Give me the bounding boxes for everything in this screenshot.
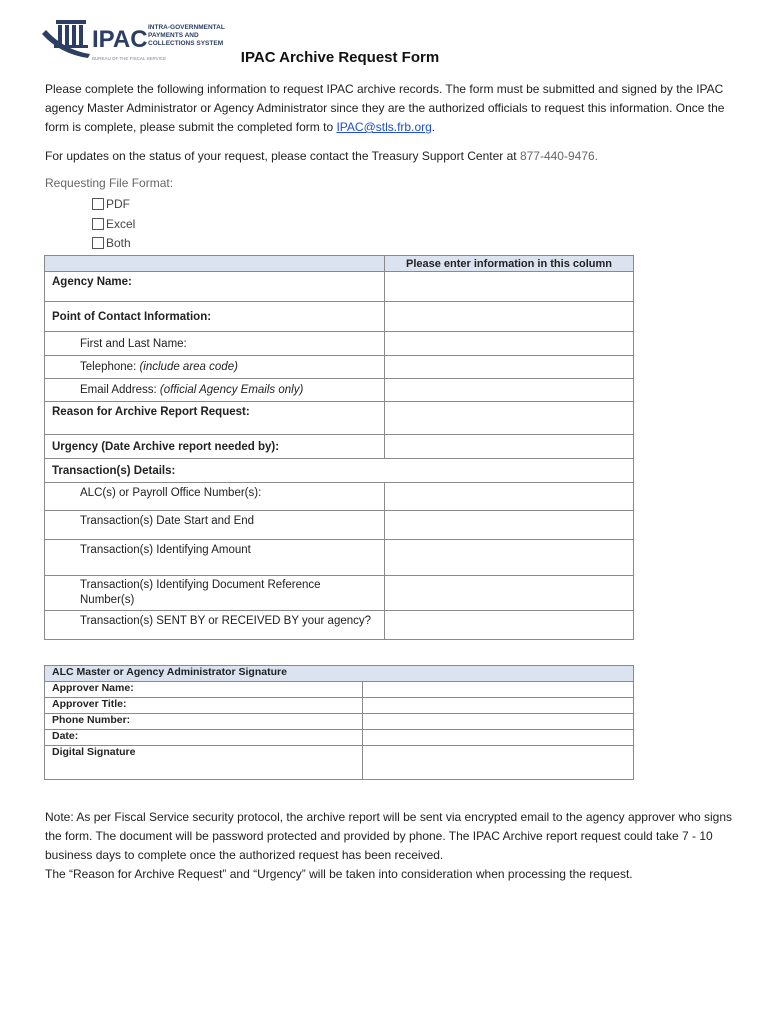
amount-input[interactable] (385, 540, 634, 576)
digital-signature-label: Digital Signature (45, 746, 363, 780)
form-title: IPAC Archive Request Form (240, 49, 440, 66)
pdf-checkbox[interactable] (92, 198, 104, 210)
table-row (45, 435, 634, 459)
signature-header: ALC Master or Agency Administrator Signature (45, 666, 634, 682)
alc-label: ALC(s) or Payroll Office Number(s): (45, 483, 385, 511)
urgency-label: Urgency (Date Archive report needed by): (45, 435, 385, 459)
telephone-label (45, 356, 385, 379)
poc-input[interactable] (385, 302, 634, 332)
digital-signature-field[interactable] (363, 746, 634, 780)
telephone-text: Telephone: (80, 361, 140, 373)
poc-label: Point of Contact Information: (45, 302, 385, 332)
reason-input[interactable] (385, 402, 634, 435)
email-note: (official Agency Emails only) (159, 384, 304, 396)
approver-name-label: Approver Name: (45, 682, 363, 698)
approver-name-input[interactable] (363, 682, 634, 698)
date-label: Date: (45, 730, 363, 746)
email-input[interactable] (385, 379, 634, 402)
date-range-input[interactable] (385, 511, 634, 540)
updates-text: For updates on the status of your request, please contact the Treasury Support Center at (45, 149, 520, 163)
approver-title-label: Approver Title: (45, 698, 363, 714)
option-both[interactable] (92, 236, 131, 250)
table-row (45, 332, 634, 356)
support-phone: 877-440-9476. (519, 149, 599, 163)
phone-number-label: Phone Number: (45, 714, 363, 730)
table-row (45, 272, 634, 302)
table-row (45, 511, 634, 540)
table-row (45, 540, 634, 576)
table-row (45, 682, 634, 698)
updates-paragraph (45, 147, 725, 166)
sent-received-label: Transaction(s) SENT BY or RECEIVED BY your agency? (45, 611, 385, 640)
table-row (45, 730, 634, 746)
table-row (45, 459, 634, 483)
telephone-note: (include area code) (139, 361, 238, 373)
sent-received-input[interactable] (385, 611, 634, 640)
table-row (45, 698, 634, 714)
amount-label: Transaction(s) Identifying Amount (45, 540, 385, 576)
logo-line2: PAYMENTS AND (148, 32, 199, 39)
option-excel[interactable] (92, 217, 135, 231)
note-line2: The “Reason for Archive Request” and “Urgency” will be taken into consideration when processing the request. (45, 867, 633, 881)
table-row (45, 576, 634, 611)
reason-label: Reason for Archive Report Request: (45, 402, 385, 435)
excel-label: Excel (106, 217, 136, 231)
intro-paragraph (45, 80, 725, 137)
table-row (45, 746, 634, 780)
alc-input[interactable] (385, 483, 634, 511)
logo-acronym: IPAC (92, 26, 148, 53)
telephone-input[interactable] (385, 356, 634, 379)
logo-line1: INTRA-GOVERNMENTAL (148, 24, 225, 31)
option-pdf[interactable] (92, 197, 130, 211)
intro-text: Please complete the following information to request IPAC archive records. The form must be submitted and signed by the IPAC agency Master Administrator or Agency Administrator since they are the authorized officials to request this information. Once the form is complete, please submit the completed form to (45, 82, 725, 134)
submit-email-link[interactable]: IPAC@stls.frb.org (336, 120, 432, 134)
first-last-name-input[interactable] (385, 332, 634, 356)
transactions-label: Transaction(s) Details: (45, 459, 634, 483)
note-paragraph (45, 808, 735, 884)
date-input[interactable] (363, 730, 634, 746)
approver-title-input[interactable] (363, 698, 634, 714)
info-column-header: Please enter information in this column (385, 256, 634, 272)
table-row (45, 379, 634, 402)
signature-table (44, 665, 634, 780)
request-info-table (44, 255, 634, 640)
doc-ref-label: Transaction(s) Identifying Document Reference Number(s) (45, 576, 385, 611)
email-text: Email Address: (80, 384, 160, 396)
table-row (45, 611, 634, 640)
table-row (45, 356, 634, 379)
excel-checkbox[interactable] (92, 218, 104, 230)
info-table-header (45, 256, 634, 272)
pdf-label: PDF (106, 197, 130, 211)
logo-tagline: BUREAU OF THE FISCAL SERVICE (92, 56, 167, 61)
header-blank (45, 256, 385, 272)
both-checkbox[interactable] (92, 237, 104, 249)
table-row (45, 483, 634, 511)
doc-ref-input[interactable] (385, 576, 634, 611)
urgency-input[interactable] (385, 435, 634, 459)
table-row (45, 402, 634, 435)
email-label (45, 379, 385, 402)
intro-end: . (431, 120, 436, 134)
first-last-name-label: First and Last Name: (45, 332, 385, 356)
file-format-label: Requesting File Format: (45, 176, 174, 190)
table-row (45, 302, 634, 332)
both-label: Both (106, 236, 131, 250)
agency-name-label: Agency Name: (45, 272, 385, 302)
agency-name-input[interactable] (385, 272, 634, 302)
table-row (45, 714, 634, 730)
date-range-label: Transaction(s) Date Start and End (45, 511, 385, 540)
phone-number-input[interactable] (363, 714, 634, 730)
signature-table-header (45, 666, 634, 682)
note-line1: Note: As per Fiscal Service security protocol, the archive report will be sent via encrypted email to the agency approver who signs the form. The document will be password protected and provided by phone. The IPAC Archive report request could take 7 - 10 business days to complete once the authorized request has been received. (45, 810, 732, 862)
logo-line3: COLLECTIONS SYSTEM (148, 40, 224, 47)
